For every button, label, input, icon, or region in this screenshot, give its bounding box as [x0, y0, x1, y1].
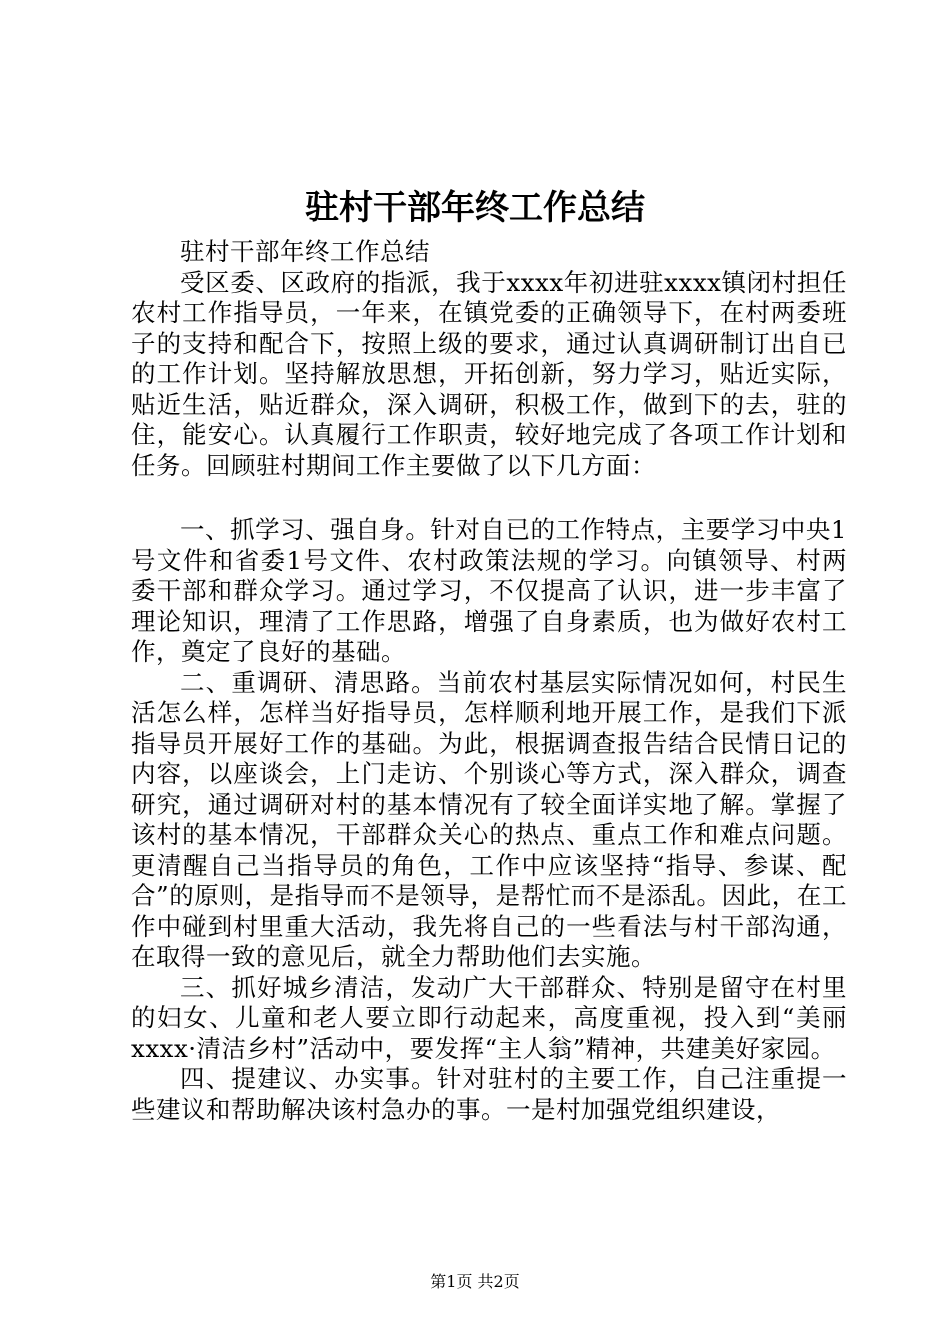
section-4-paragraph: 四、提建议、办实事。针对驻村的主要工作，自己注重提一些建议和帮助解决该村急办的事。一是村加强党组织建设， — [131, 1064, 847, 1124]
document-title: 驻村干部年终工作总结 — [305, 188, 645, 228]
section-3-paragraph: 三、抓好城乡清洁，发动广大干部群众、特别是留守在村里的妇女、儿童和老人要立即行动起来，高度重视，投入到“美丽xxxx·清洁乡村”活动中，要发挥“主人翁”精神，共建美好家园。 — [131, 972, 847, 1063]
page-number-footer: 第1页 共2页 — [430, 1272, 520, 1291]
section-1-paragraph: 一、抓学习、强自身。针对自已的工作特点，主要学习中央1号文件和省委1号文件、农村政策法规的学习。向镇领导、村两委干部和群众学习。通过学习，不仅提高了认识，进一步丰富了理论知识，理清了工作思路，增强了自身素质，也为做好农村工作，奠定了良好的基础。 — [131, 515, 847, 666]
section-2-paragraph: 二、重调研、清思路。当前农村基层实际情况如何，村民生活怎么样，怎样当好指导员，怎样顺利地开展工作，是我们下派指导员开展好工作的基础。为此，根据调查报告结合民情日记的内容，以座谈会，上门走访、个别谈心等方式，深入群众，调查研究，通过调研对村的基本情况有了较全面详实地了解。掌握了该村的基本情况，干部群众关心的热点、重点工作和难点问题。更清醒自己当指导员的角色，工作中应该坚持“指导、参谋、配合”的原则，是指导而不是领导，是帮忙而不是添乱。因此，在工作中碰到村里重大活动，我先将自己的一些看法与村干部沟通，在取得一致的意见后，就全力帮助他们去实施。 — [131, 667, 847, 971]
intro-paragraph: 受区委、区政府的指派，我于xxxx年初进驻xxxx镇闭村担任农村工作指导员，一年来，在镇党委的正确领导下，在村两委班子的支持和配合下，按照上级的要求，通过认真调研制订出自已的工作计划。坚持解放思想，开拓创新，努力学习，贴近实际，贴近生活，贴近群众，深入调研，积极工作，做到下的去，驻的住，能安心。认真履行工作职责，较好地完成了各项工作计划和任务。回顾驻村期间工作主要做了以下几方面： — [131, 267, 847, 480]
document-body — [131, 237, 847, 1125]
paragraph-gap — [131, 481, 847, 515]
subtitle-paragraph: 驻村干部年终工作总结 — [180, 237, 430, 266]
